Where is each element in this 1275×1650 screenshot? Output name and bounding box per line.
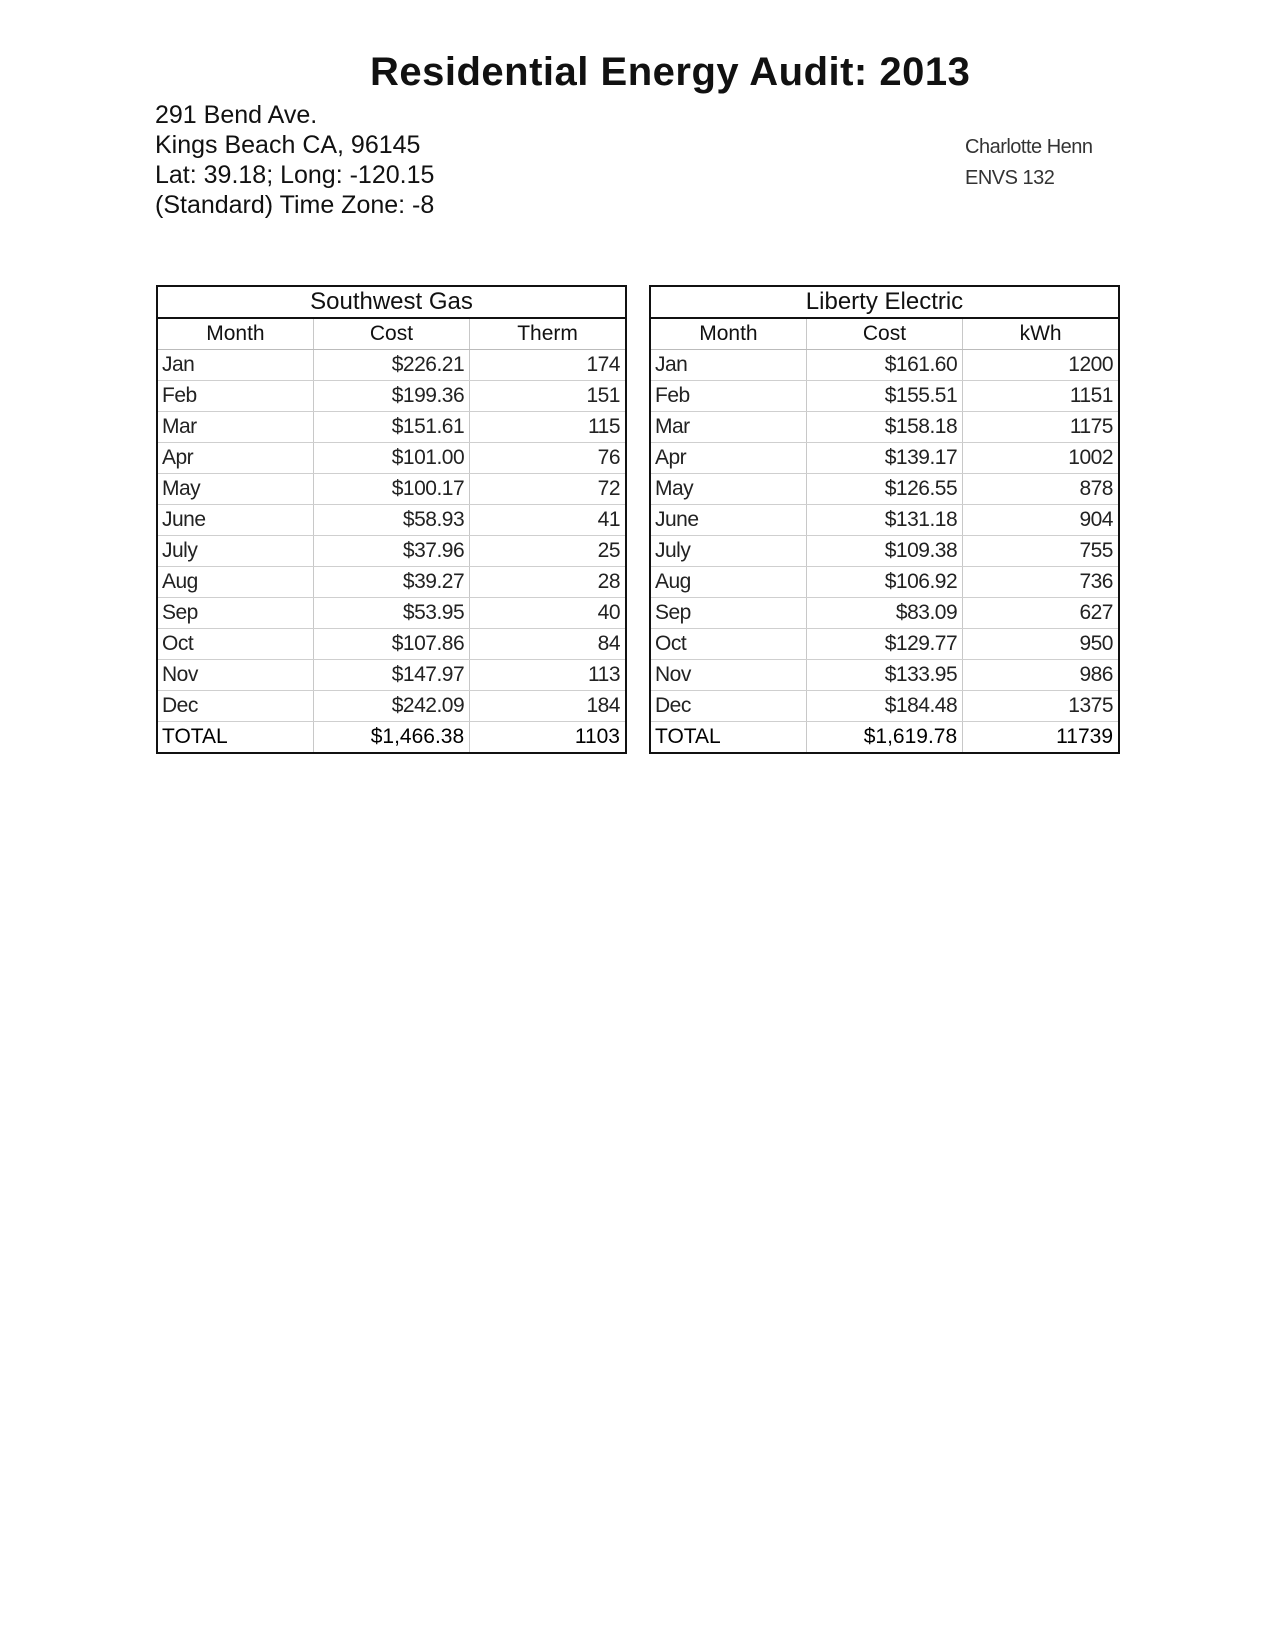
gas-table-row bbox=[157, 629, 626, 660]
electric-table-body bbox=[650, 350, 1119, 754]
gas-table-row bbox=[157, 691, 626, 722]
electric-cell-cost: $129.77 bbox=[806, 629, 962, 660]
gas-header-therm: Therm bbox=[470, 318, 626, 350]
gas-cell-cost: $107.86 bbox=[313, 629, 469, 660]
electric-cell-cost: $155.51 bbox=[806, 381, 962, 412]
gas-cell-cost: $226.21 bbox=[313, 350, 469, 381]
electric-table-row bbox=[650, 412, 1119, 443]
electric-cell-amount: 1375 bbox=[963, 691, 1119, 722]
gas-cell-cost: $147.97 bbox=[313, 660, 469, 691]
gas-cell-amount: 151 bbox=[470, 381, 626, 412]
electric-cell-month: May bbox=[650, 474, 806, 505]
electric-total-month: TOTAL bbox=[655, 725, 721, 748]
electric-cell-month: Apr bbox=[650, 443, 806, 474]
gas-cell-month: July bbox=[157, 536, 313, 567]
electric-cell-amount: 1151 bbox=[963, 381, 1119, 412]
gas-cell-month: Jan bbox=[157, 350, 313, 381]
gas-cell-amount: 84 bbox=[470, 629, 626, 660]
electric-cell-cost: $126.55 bbox=[806, 474, 962, 505]
gas-cell-cost: $242.09 bbox=[313, 691, 469, 722]
electric-table-row bbox=[650, 536, 1119, 567]
electric-cell-month: June bbox=[650, 505, 806, 536]
gas-cell-cost: $151.61 bbox=[313, 412, 469, 443]
gas-table-row bbox=[157, 536, 626, 567]
gas-table-row bbox=[157, 412, 626, 443]
gas-table bbox=[156, 285, 627, 754]
electric-header-month: Month bbox=[650, 318, 806, 350]
electric-header-kwh: kWh bbox=[963, 318, 1119, 350]
gas-cell-amount: 72 bbox=[470, 474, 626, 505]
electric-cell-month: July bbox=[650, 536, 806, 567]
electric-table-row bbox=[650, 660, 1119, 691]
gas-cell-amount: 174 bbox=[470, 350, 626, 381]
coordinates: Lat: 39.18; Long: -120.15 bbox=[155, 161, 435, 189]
gas-table-row bbox=[157, 381, 626, 412]
gas-table-row bbox=[157, 505, 626, 536]
electric-cell-amount: 950 bbox=[963, 629, 1119, 660]
gas-cell-month: Sep bbox=[157, 598, 313, 629]
gas-total-month: TOTAL bbox=[162, 725, 228, 748]
electric-table-row bbox=[650, 474, 1119, 505]
electric-table-row bbox=[650, 598, 1119, 629]
electric-total-row bbox=[650, 722, 1119, 754]
electric-total-amount: 11739 bbox=[963, 722, 1119, 754]
gas-table-row bbox=[157, 474, 626, 505]
electric-cell-amount: 1200 bbox=[963, 350, 1119, 381]
electric-total-cost: $1,619.78 bbox=[806, 722, 962, 754]
gas-cell-amount: 25 bbox=[470, 536, 626, 567]
electric-cell-amount: 627 bbox=[963, 598, 1119, 629]
electric-cell-amount: 878 bbox=[963, 474, 1119, 505]
electric-cell-cost: $83.09 bbox=[806, 598, 962, 629]
electric-cell-month: Oct bbox=[650, 629, 806, 660]
gas-cell-cost: $53.95 bbox=[313, 598, 469, 629]
electric-cell-amount: 755 bbox=[963, 536, 1119, 567]
street-address: 291 Bend Ave. bbox=[155, 101, 318, 129]
gas-total-row bbox=[157, 722, 626, 754]
gas-cell-month: Mar bbox=[157, 412, 313, 443]
gas-cell-amount: 184 bbox=[470, 691, 626, 722]
electric-table bbox=[649, 285, 1120, 754]
electric-cell-cost: $106.92 bbox=[806, 567, 962, 598]
address-block bbox=[155, 100, 434, 220]
gas-cell-month: Dec bbox=[157, 691, 313, 722]
electric-cell-cost: $184.48 bbox=[806, 691, 962, 722]
electric-header-cost: Cost bbox=[806, 318, 962, 350]
gas-cell-amount: 40 bbox=[470, 598, 626, 629]
gas-cell-month: Oct bbox=[157, 629, 313, 660]
electric-cell-amount: 736 bbox=[963, 567, 1119, 598]
electric-cell-month: Dec bbox=[650, 691, 806, 722]
electric-cell-cost: $158.18 bbox=[806, 412, 962, 443]
gas-table-row bbox=[157, 660, 626, 691]
electric-cell-cost: $133.95 bbox=[806, 660, 962, 691]
gas-table-row bbox=[157, 350, 626, 381]
electric-cell-amount: 904 bbox=[963, 505, 1119, 536]
city-state-zip: Kings Beach CA, 96145 bbox=[155, 131, 421, 159]
electric-cell-cost: $139.17 bbox=[806, 443, 962, 474]
page-title: Residential Energy Audit: 2013 bbox=[370, 50, 971, 94]
course-code: ENVS 132 bbox=[965, 167, 1055, 189]
gas-table-row bbox=[157, 567, 626, 598]
gas-cell-cost: $39.27 bbox=[313, 567, 469, 598]
gas-header-cost: Cost bbox=[313, 318, 469, 350]
electric-cell-month: Nov bbox=[650, 660, 806, 691]
author-block bbox=[965, 132, 1093, 194]
gas-cell-cost: $58.93 bbox=[313, 505, 469, 536]
electric-table-row bbox=[650, 629, 1119, 660]
author-name: Charlotte Henn bbox=[965, 136, 1093, 158]
gas-cell-month: Aug bbox=[157, 567, 313, 598]
electric-table-row bbox=[650, 691, 1119, 722]
electric-table-row bbox=[650, 381, 1119, 412]
electric-cell-month: Mar bbox=[650, 412, 806, 443]
gas-cell-amount: 76 bbox=[470, 443, 626, 474]
gas-cell-month: Feb bbox=[157, 381, 313, 412]
gas-header-month: Month bbox=[157, 318, 313, 350]
gas-cell-cost: $101.00 bbox=[313, 443, 469, 474]
gas-cell-amount: 113 bbox=[470, 660, 626, 691]
electric-cell-month: Jan bbox=[650, 350, 806, 381]
gas-cell-amount: 28 bbox=[470, 567, 626, 598]
gas-table-title: Southwest Gas bbox=[157, 286, 626, 318]
gas-total-cost: $1,466.38 bbox=[313, 722, 469, 754]
gas-cell-amount: 41 bbox=[470, 505, 626, 536]
gas-cell-cost: $100.17 bbox=[313, 474, 469, 505]
electric-cell-amount: 986 bbox=[963, 660, 1119, 691]
electric-table-row bbox=[650, 350, 1119, 381]
gas-cell-month: May bbox=[157, 474, 313, 505]
electric-cell-month: Sep bbox=[650, 598, 806, 629]
electric-cell-month: Aug bbox=[650, 567, 806, 598]
electric-cell-cost: $161.60 bbox=[806, 350, 962, 381]
electric-cell-month: Feb bbox=[650, 381, 806, 412]
gas-table-body bbox=[157, 350, 626, 754]
electric-cell-amount: 1175 bbox=[963, 412, 1119, 443]
gas-total-amount: 1103 bbox=[470, 722, 626, 754]
electric-cell-cost: $131.18 bbox=[806, 505, 962, 536]
electric-table-row bbox=[650, 505, 1119, 536]
electric-table-row bbox=[650, 567, 1119, 598]
gas-cell-month: June bbox=[157, 505, 313, 536]
gas-cell-amount: 115 bbox=[470, 412, 626, 443]
time-zone: (Standard) Time Zone: -8 bbox=[155, 191, 435, 219]
gas-cell-month: Apr bbox=[157, 443, 313, 474]
electric-table-row bbox=[650, 443, 1119, 474]
gas-cell-cost: $199.36 bbox=[313, 381, 469, 412]
gas-cell-cost: $37.96 bbox=[313, 536, 469, 567]
gas-cell-month: Nov bbox=[157, 660, 313, 691]
electric-cell-amount: 1002 bbox=[963, 443, 1119, 474]
electric-cell-cost: $109.38 bbox=[806, 536, 962, 567]
gas-table-row bbox=[157, 443, 626, 474]
electric-table-title: Liberty Electric bbox=[650, 286, 1119, 318]
gas-table-row bbox=[157, 598, 626, 629]
